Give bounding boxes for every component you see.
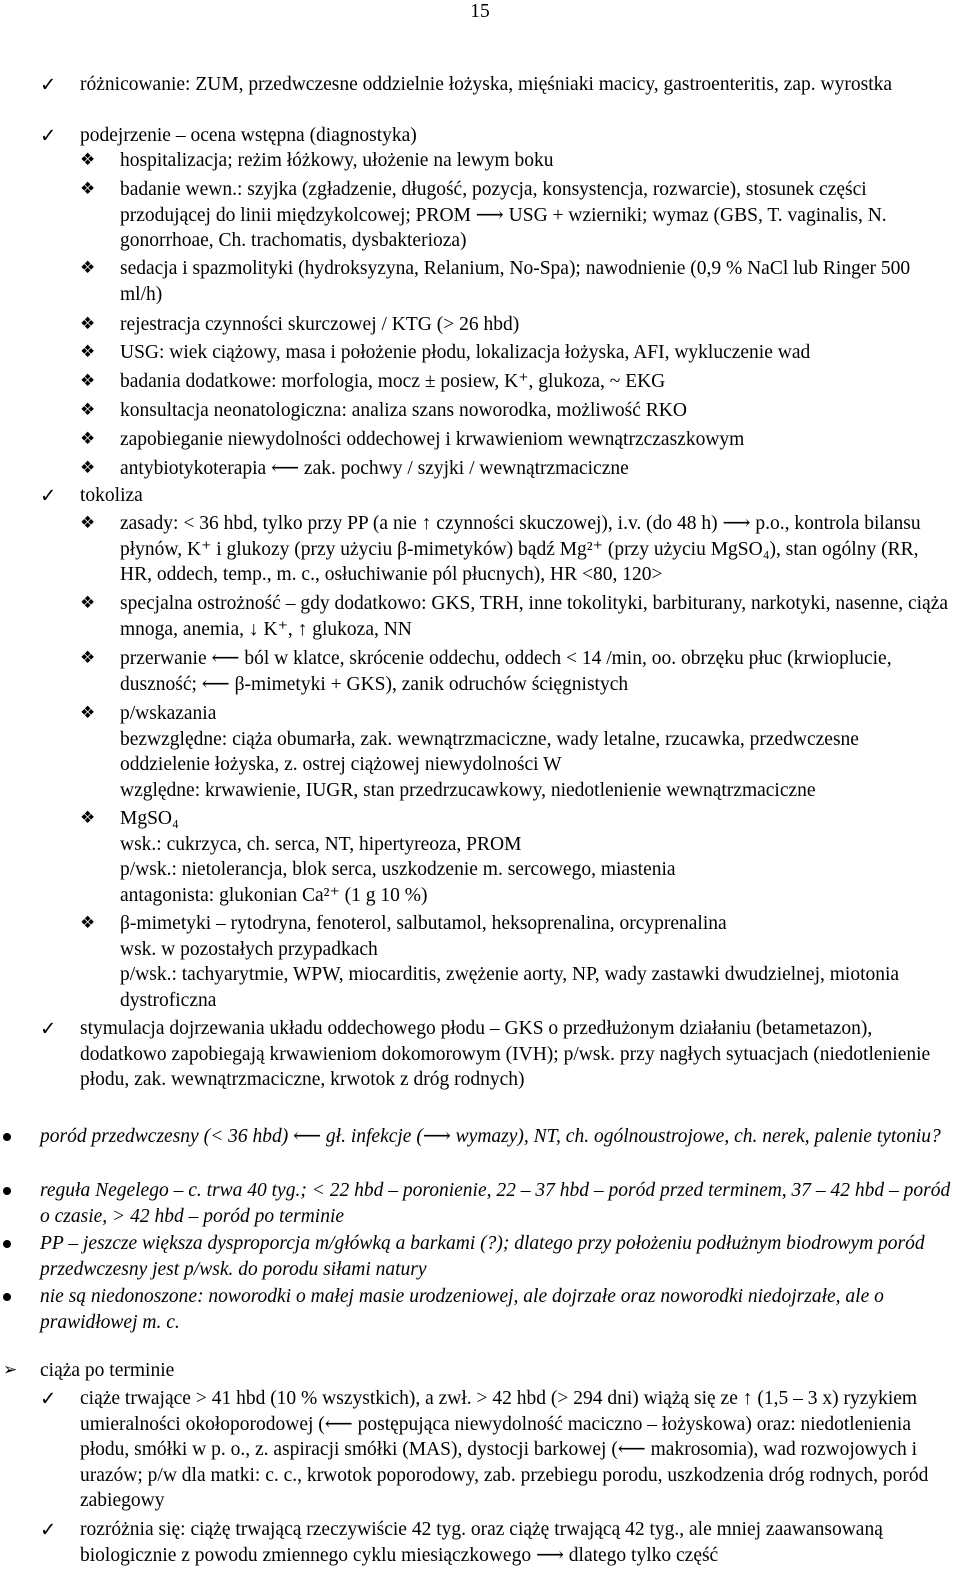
list-item [80,340,952,366]
list-item-text: ciąże trwające > 41 hbd (10 % wszystkich), a zwł. > 42 hbd (> 294 dni) wiążą się ze ↑ (1,5 – 3 x) ryzykiem umieralności okołoporodowej (⟵ postępująca niewydolność maciczno – łożyskowa) oraz: niedotlenienia płodu, smółki w p. o., z. aspiracji smółki (MAS), dystocji barkowej (⟵ makrosomia), wad rozwojowych i urazów; p/w dla matki: c. c., krwotok poporodowy, zab. przebiegu porodu, uszkodzenia dróg rodnych, poród zabiegowy [80,1388,929,1511]
check-mark-icon: ✓ [40,484,57,507]
list-item-subline: wsk. w pozostałych przypadkach [120,938,378,960]
list-item [80,148,952,174]
four-diamond-bullet-icon: ❖ [80,808,96,828]
list-item-subline: względne: krwawienie, IUGR, stan przedrzucawkowy, niedotlenienie wewnątrzmaciczne [120,779,816,801]
four-diamond-bullet-icon: ❖ [80,400,96,420]
list-item-text: konsultacja neonatologiczna: analiza szans noworodka, możliwość RKO [120,400,687,421]
list-item-text: badanie wewn.: szyjka (zgładzenie, długość, pozycja, konsystencja, rozwarcie), stosunek części przodującej do linii międzykolcowej; PROM ⟶ USG + wzierniki; wymaz (GBS, T. vaginalis, N. gonorrhoae, Ch. trachomatis, dysbakterioza) [120,179,887,251]
four-diamond-bullet-icon: ❖ [80,371,96,391]
four-diamond-bullet-icon: ❖ [80,513,96,533]
list-item [40,483,952,509]
list-item [80,646,952,697]
list-item-text: p/wskazania [120,703,217,724]
list-item [80,398,952,424]
list-item [40,1231,952,1282]
list-item [80,312,952,338]
four-diamond-bullet-icon: ❖ [80,258,96,278]
four-diamond-bullet-icon: ❖ [80,458,96,478]
list-item [80,511,952,588]
list-item-text: hospitalizacja; reżim łóżkowy, ułożenie na lewym boku [120,150,554,171]
list-item-text: zasady: < 36 hbd, tylko przy PP (a nie ↑ czynności skuczowej), i.v. (do 48 h) ⟶ p.o., kontrola bilansu płynów, K⁺ i glukozy (przy użyciu β-mimetyków) bądź Mg²⁺ (przy użyciu MgSO₄), stan ogólny (RR, HR, oddech, temp., m. c., osłuchiwanie pól płucnych), HR <80, 120> [120,513,921,585]
list-item-subline: p/wsk.: tachyarytmie, WPW, miocarditis, zwężenie aorty, NP, wady zastawki dwudzielnej, miotonia dystroficzna [120,964,900,1011]
list-item [80,591,952,642]
four-diamond-bullet-icon: ❖ [80,314,96,334]
four-diamond-bullet-icon: ❖ [80,342,96,362]
list-item-text: zapobieganie niewydolności oddechowej i krwawieniom wewnątrzczaszkowym [120,429,745,450]
round-bullet-icon [3,1187,11,1195]
list-item-text: MgSO₄ [120,808,179,829]
check-mark-icon: ✓ [40,1518,57,1541]
list-item [40,1386,952,1514]
list-item [40,1284,952,1335]
list-item-text: sedacja i spazmolityki (hydroksyzyna, Relanium, No-Spa); nawodnienie (0,9 % NaCl lub Ringer 500 ml/h) [120,258,911,305]
list-item-text: tokoliza [80,485,143,506]
list-item-text: specjalna ostrożność – gdy dodatkowo: GKS, TRH, inne tokolityki, barbiturany, narkotyki, nasenne, ciąża mnoga, anemia, ↓ K⁺, ↑ glukoza, NN [120,593,949,640]
list-item-text: przerwanie ⟵ ból w klatce, skrócenie oddechu, oddech < 14 /min, oo. obrzęku płuc (krwioplucie, duszność; ⟵ β-mimetyki + GKS), zanik odruchów ścięgnistych [120,648,892,695]
four-diamond-bullet-icon: ❖ [80,913,96,933]
list-item-subline: antagonista: glukonian Ca²⁺ (1 g 10 %) [120,884,428,906]
list-item [80,177,952,254]
list-item-text: badania dodatkowe: morfologia, mocz ± posiew, K⁺, glukoza, ~ EKG [120,371,666,392]
list-item [80,911,952,1013]
four-diamond-bullet-icon: ❖ [80,150,96,170]
list-item-subline: p/wsk.: nietolerancja, blok serca, uszkodzenie m. sercowego, miastenia [120,859,676,880]
list-item-text: reguła Negelego – c. trwa 40 tyg.; < 22 hbd – poronienie, 22 – 37 hbd – poród przed terminem, 37 – 42 hbd – poród o czasie, > 42 hbd – poród po terminie [40,1180,951,1227]
list-item-text: różnicowanie: ZUM, przedwczesne oddzielnie łożyska, mięśniaki macicy, gastroenteritis, zap. wyrostka [80,74,893,95]
check-mark-icon: ✓ [40,124,57,147]
list-item [40,72,952,98]
four-diamond-bullet-icon: ❖ [80,179,96,199]
list-item-subline: bezwzględne: ciąża obumarła, zak. wewnątrzmaciczne, wady letalne, rzucawka, przedwczesne oddzielenie łożyska, z. ostrej ciążowej niewydolności W [120,728,859,775]
list-item [40,123,952,149]
four-diamond-bullet-icon: ❖ [80,703,96,723]
list-item [40,1016,952,1093]
list-item [80,427,952,453]
check-mark-icon: ✓ [40,1017,57,1040]
list-item-text: USG: wiek ciążowy, masa i położenie płodu, lokalizacja łożyska, AFI, wykluczenie wad [120,342,811,363]
check-mark-icon: ✓ [40,1387,57,1410]
round-bullet-icon [3,1293,11,1301]
list-item [80,701,952,803]
list-item [80,456,952,482]
list-item [40,1517,952,1568]
list-item [3,1358,952,1384]
list-item-subline: wsk.: cukrzyca, ch. serca, NT, hipertyreoza, PROM [120,833,522,855]
list-item [40,1178,952,1229]
list-item [80,256,952,307]
list-item-text: β-mimetyki – rytodryna, fenoterol, salbutamol, heksoprenalina, orcyprenalina [120,913,727,934]
list-item [80,806,952,908]
list-item [40,1124,952,1150]
page-number: 15 [470,1,490,22]
four-diamond-bullet-icon: ❖ [80,593,96,613]
list-item-text: PP – jeszcze większa dysproporcja m/główką a barkami (?); dlatego przy położeniu podłużnym biodrowym poród przedwczesny jest p/wsk. do porodu siłami natury [40,1233,925,1280]
check-mark-icon: ✓ [40,73,57,96]
list-item-text: stymulacja dojrzewania układu oddechowego płodu – GKS o przedłużonym działaniu (betametazon), dodatkowo zapobiegają krwawieniom dokomorowym (IVH); p/wsk. przy nagłych sytuacjach (niedotlenienie płodu, zak. wewnątrzmaciczne, krwotok z dróg rodnych) [80,1018,931,1090]
list-item-text: ciąża po terminie [40,1360,175,1381]
list-item-text: podejrzenie – ocena wstępna (diagnostyka) [80,125,417,146]
list-item-text: nie są niedonoszone: noworodki o małej masie urodzeniowej, ale dojrzałe oraz noworodki niedojrzałe, ale o prawidłowej m. c. [40,1286,884,1333]
list-item-text: rejestracja czynności skurczowej / KTG (> 26 hbd) [120,314,520,335]
round-bullet-icon [3,1240,11,1248]
round-bullet-icon [3,1133,11,1141]
list-item-text: antybiotykoterapia ⟵ zak. pochwy / szyjki / wewnątrzmaciczne [120,458,629,479]
list-item-text: poród przedwczesny (< 36 hbd) ⟵ gł. infekcje (⟶ wymazy), NT, ch. ogólnoustrojowe, ch. nerek, palenie tytoniu? [40,1126,941,1147]
four-diamond-bullet-icon: ❖ [80,429,96,449]
arrowhead-bullet-icon: ➢ [3,1360,18,1380]
four-diamond-bullet-icon: ❖ [80,648,96,668]
list-item-text: rozróżnia się: ciążę trwającą rzeczywiście 42 tyg. oraz ciążę trwającą 42 tyg., ale mniej zaawansowaną biologicznie z powodu zmiennego cyklu miesiączkowego ⟶ dlatego tylko część [80,1519,883,1566]
list-item [80,369,952,395]
